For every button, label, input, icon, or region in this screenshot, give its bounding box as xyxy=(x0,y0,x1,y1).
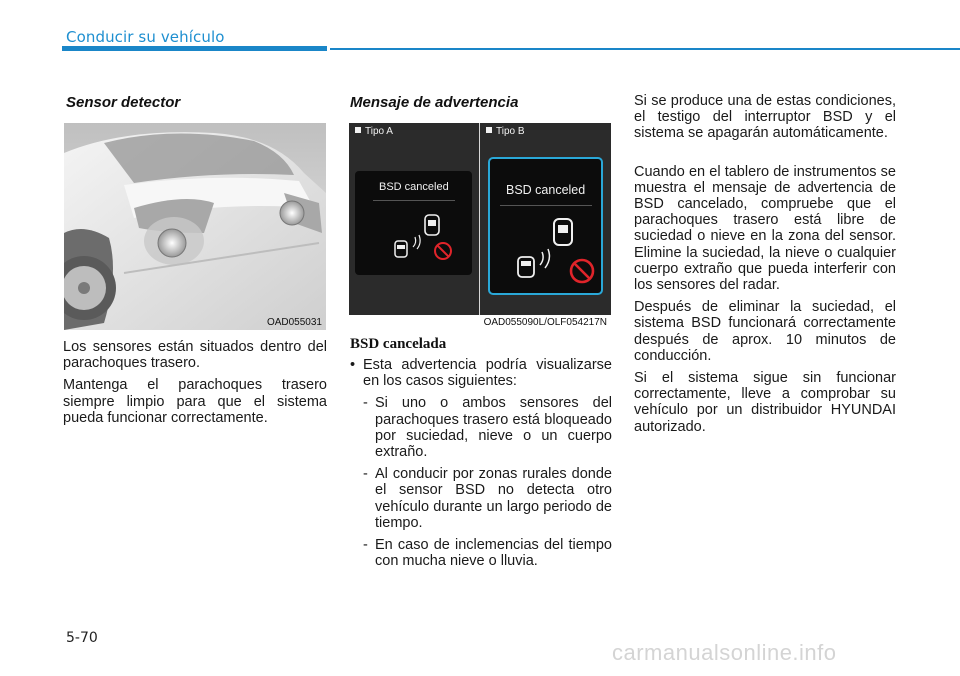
condition-list xyxy=(363,395,612,569)
paragraph: Mantenga el parachoques trasero siempre limpio para que el sistema pueda funcionar correctamente. xyxy=(63,377,327,426)
list-item: • Esta advertencia podría visualizarse en los casos siguientes: xyxy=(350,357,612,390)
square-bullet-icon xyxy=(355,127,361,133)
square-bullet-icon xyxy=(486,127,492,133)
right-body-text xyxy=(634,93,896,441)
bsd-canceled-text-a: BSD canceled xyxy=(379,181,449,193)
list-item: - Al conducir por zonas rurales donde el sensor BSD no detecta otro vehículo durante un largo periodo de tiempo. xyxy=(363,466,612,531)
type-a-screen xyxy=(355,171,472,275)
car-sensor-blocked-icon xyxy=(498,215,598,293)
warning-message-title: Mensaje de advertencia xyxy=(350,94,519,111)
paragraph: Después de eliminar la suciedad, el sistema BSD funcionará correctamente después de aprox. 10 minutos de conducción. xyxy=(634,299,896,364)
header-rule-thin xyxy=(330,48,960,50)
list-item: - Si uno o ambos sensores del parachoques trasero está bloqueado por suciedad, nieve o un cuerpo extraño. xyxy=(363,395,612,461)
page-number: 5-70 xyxy=(66,630,98,646)
sensor-detector-title: Sensor detector xyxy=(66,94,181,111)
section-title: Conducir su vehículo xyxy=(66,28,225,46)
left-body-text xyxy=(63,339,327,432)
warning-display-figure xyxy=(349,123,611,330)
watermark: carmanualsonline.info xyxy=(612,640,837,665)
figure-divider xyxy=(479,123,480,315)
paragraph: Los sensores están situados dentro del parachoques trasero. xyxy=(63,339,327,372)
paragraph: Cuando en el tablero de instrumentos se muestra el mensaje de advertencia de BSD cancelado, compruebe que el parachoques trasero está libre de suciedad o nieve en la zona del sensor. Elimine la suciedad, la nieve o cualquier cuerpo extraño que pueda interferir con los sensores del radar. xyxy=(634,163,896,294)
car-sensor-blocked-icon xyxy=(365,207,465,271)
figure-code-middle: OAD055090L/OLF054217N xyxy=(483,317,607,328)
header-rule-thick xyxy=(62,46,327,51)
paragraph: Si el sistema sigue sin funcionar correctamente, lleve a comprobar su vehículo por un distribuidor HYUNDAI autorizado. xyxy=(634,370,896,435)
figure-code-left: OAD055031 xyxy=(266,317,322,328)
rear-bumper-figure xyxy=(64,123,326,330)
type-b-label: Tipo B xyxy=(486,126,525,137)
paragraph: Si se produce una de estas condiciones, el testigo del interruptor BSD y el sistema se apagarán automáticamente. xyxy=(634,93,896,142)
bsd-canceled-text-b: BSD canceled xyxy=(506,183,586,197)
type-b-screen xyxy=(488,157,603,295)
type-a-label: Tipo A xyxy=(355,126,393,137)
bsd-canceled-subtitle: BSD cancelada xyxy=(350,336,447,352)
bullet-icon: • xyxy=(350,357,356,373)
car-rear-illustration xyxy=(64,123,326,330)
bsd-bullet-list xyxy=(350,357,612,575)
list-item: - En caso de inclemencias del tiempo con mucha nieve o lluvia. xyxy=(363,537,612,570)
